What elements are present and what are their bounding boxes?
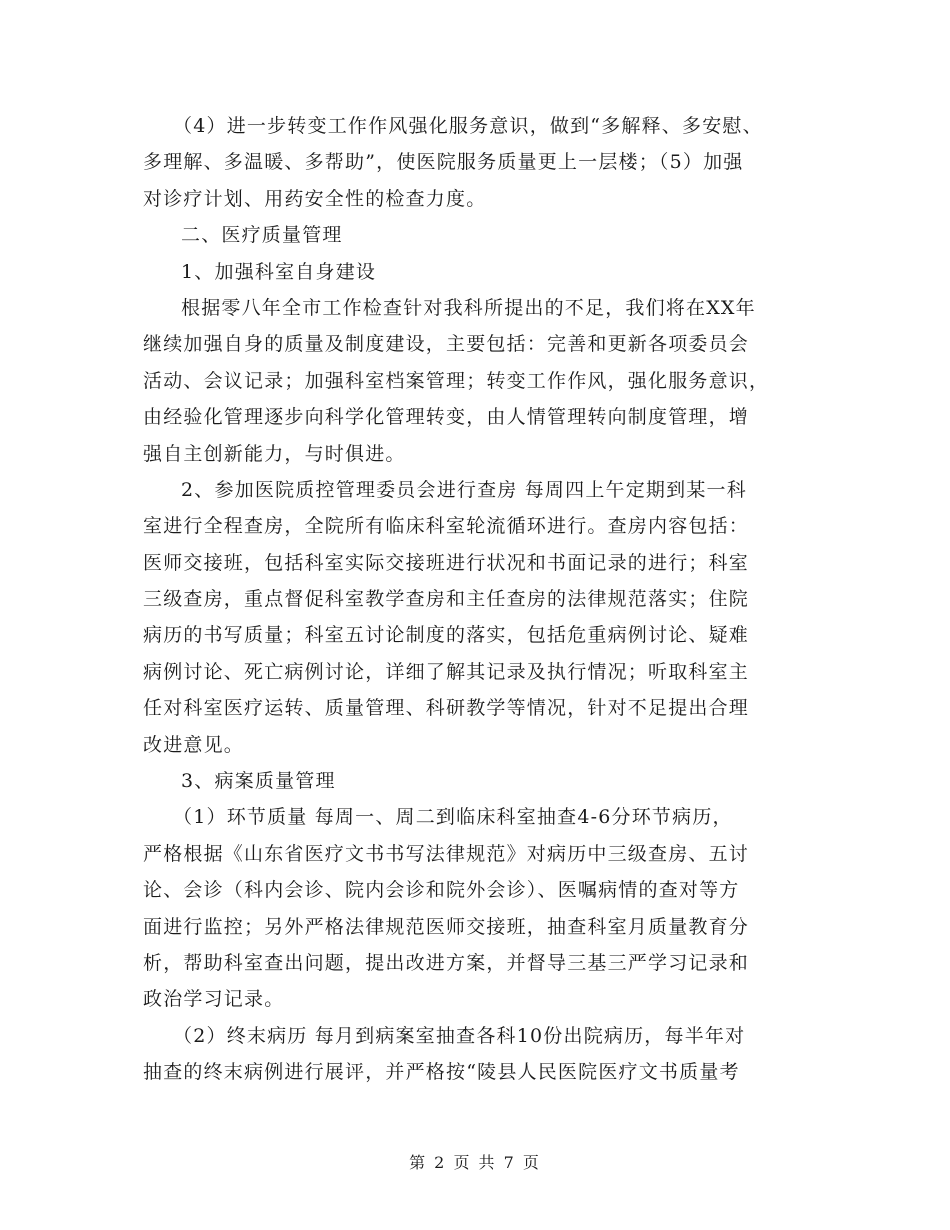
text-line: 对诊疗计划、用药安全性的检查力度。 bbox=[143, 187, 487, 210]
text-line: 任对科室医疗运转、质量管理、科研教学等情况，针对不足提出合理 bbox=[143, 697, 750, 720]
text-line: 2、参加医院质控管理委员会进行查房 每周四上午定期到某一科 bbox=[181, 478, 747, 501]
text-line: （2）终末病历 每月到病案室抽查各科10份出院病历，每半年对 bbox=[173, 1024, 746, 1047]
page-number-footer: 第 2 页 共 7 页 bbox=[409, 1153, 541, 1172]
text-line: 面进行监控；另外严格法律规范医师交接班，抽查科室月质量教育分 bbox=[143, 915, 750, 938]
text-line: 析，帮助科室查出问题，提出改进方案，并督导三基三严学习记录和 bbox=[143, 951, 750, 974]
text-line: 多理解、多温暖、多帮助”，使医院服务质量更上一层楼；（5）加强 bbox=[143, 151, 744, 174]
text-line: 病历的书写质量；科室五讨论制度的落实，包括危重病例讨论、疑难 bbox=[143, 624, 750, 647]
text-line: 抽查的终末病例进行展评，并严格按“陵县人民医院医疗文书质量考 bbox=[143, 1061, 740, 1084]
text-line: （4）进一步转变工作作风强化服务意识，做到“多解释、多安慰、 bbox=[173, 115, 763, 137]
text-line: 由经验化管理逐步向科学化管理转变，由人情管理转向制度管理，增 bbox=[143, 406, 750, 429]
text-line: 继续加强自身的质量及制度建设，主要包括：完善和更新各项委员会 bbox=[143, 333, 750, 356]
text-line: 三级查房，重点督促科室教学查房和主任查房的法律规范落实；住院 bbox=[143, 588, 750, 611]
text-line: 严格根据《山东省医疗文书书写法律规范》对病历中三级查房、五讨 bbox=[143, 842, 750, 865]
text-line: 政治学习记录。 bbox=[143, 988, 285, 1011]
text-line: 改进意见。 bbox=[143, 733, 245, 756]
text-line: 强自主创新能力，与时俱进。 bbox=[143, 442, 406, 465]
text-line: （1）环节质量 每周一、周二到临床科室抽查4-6分环节病历， bbox=[173, 806, 733, 829]
subsection-heading: 3、病案质量管理 bbox=[181, 770, 336, 793]
text-line: 论、会诊（科内会诊、院内会诊和院外会诊）、医嘱病情的查对等方 bbox=[143, 879, 740, 902]
text-line: 病例讨论、死亡病例讨论，详细了解其记录及执行情况；听取科室主 bbox=[143, 660, 750, 683]
document-body bbox=[143, 108, 813, 1091]
text-line: 活动、会议记录；加强科室档案管理；转变工作作风，强化服务意识， bbox=[143, 369, 770, 392]
text-line: 室进行全程查房，全院所有临床科室轮流循环进行。查房内容包括： bbox=[143, 515, 750, 538]
subsection-heading: 1、加强科室自身建设 bbox=[181, 260, 377, 283]
text-line: 医师交接班，包括科室实际交接班进行状况和书面记录的进行；科室 bbox=[143, 551, 750, 574]
text-line: 根据零八年全市工作检查针对我科所提出的不足，我们将在XX年 bbox=[181, 296, 756, 319]
section-heading: 二、医疗质量管理 bbox=[181, 224, 343, 247]
